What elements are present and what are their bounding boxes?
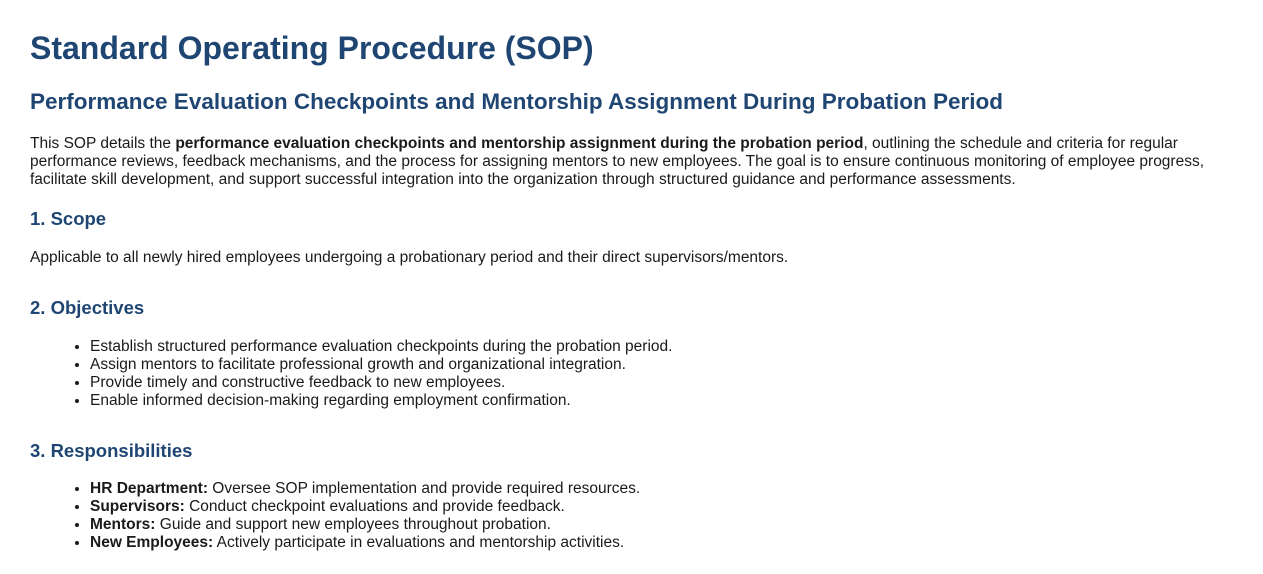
role-description: Actively participate in evaluations and mentorship activities. xyxy=(213,534,625,551)
role-label: New Employees: xyxy=(90,534,214,551)
list-item: • Provide timely and constructive feedback to new employees. xyxy=(90,374,672,392)
list-item: • Assign mentors to facilitate professional growth and organizational integration. xyxy=(90,356,672,374)
objectives-heading: 2. Objectives xyxy=(30,297,145,318)
list-item xyxy=(90,480,640,498)
intro-suffix: , outlining the schedule and criteria for regular performance reviews, feedback mechanisms, and the process for assigning mentors to new employees. The goal is to ensure continuous monitoring of employee progress, facilitate skill development, and support successful integration into the organization through structured guidance and performance assessments. xyxy=(30,135,1205,188)
role-description: Oversee SOP implementation and provide required resources. xyxy=(207,480,641,497)
role-label: Mentors: xyxy=(90,516,156,533)
intro-prefix: This SOP details the xyxy=(30,135,176,152)
objectives-list xyxy=(30,338,672,410)
intro-bold: performance evaluation checkpoints and mentorship assignment during the probation period xyxy=(175,135,864,152)
role-description: Guide and support new employees throughout probation. xyxy=(155,516,551,533)
responsibilities-heading: 3. Responsibilities xyxy=(30,440,193,461)
role-label: Supervisors: xyxy=(90,498,185,515)
page-subtitle: Performance Evaluation Checkpoints and Mentorship Assignment During Probation Period xyxy=(30,89,1004,114)
list-item xyxy=(90,498,640,516)
scope-heading: 1. Scope xyxy=(30,208,107,229)
responsibilities-list xyxy=(30,480,640,552)
role-label: HR Department: xyxy=(90,480,208,497)
page-title: Standard Operating Procedure (SOP) xyxy=(30,30,594,66)
role-description: Conduct checkpoint evaluations and provide feedback. xyxy=(184,498,565,515)
list-item: • Establish structured performance evaluation checkpoints during the probation period. xyxy=(90,338,672,356)
intro-paragraph xyxy=(30,135,1230,189)
list-item xyxy=(90,534,640,552)
scope-text: Applicable to all newly hired employees undergoing a probationary period and their direct supervisors/mentors. xyxy=(30,249,789,266)
list-item: • Enable informed decision-making regarding employment confirmation. xyxy=(90,392,672,410)
list-item xyxy=(90,516,640,534)
